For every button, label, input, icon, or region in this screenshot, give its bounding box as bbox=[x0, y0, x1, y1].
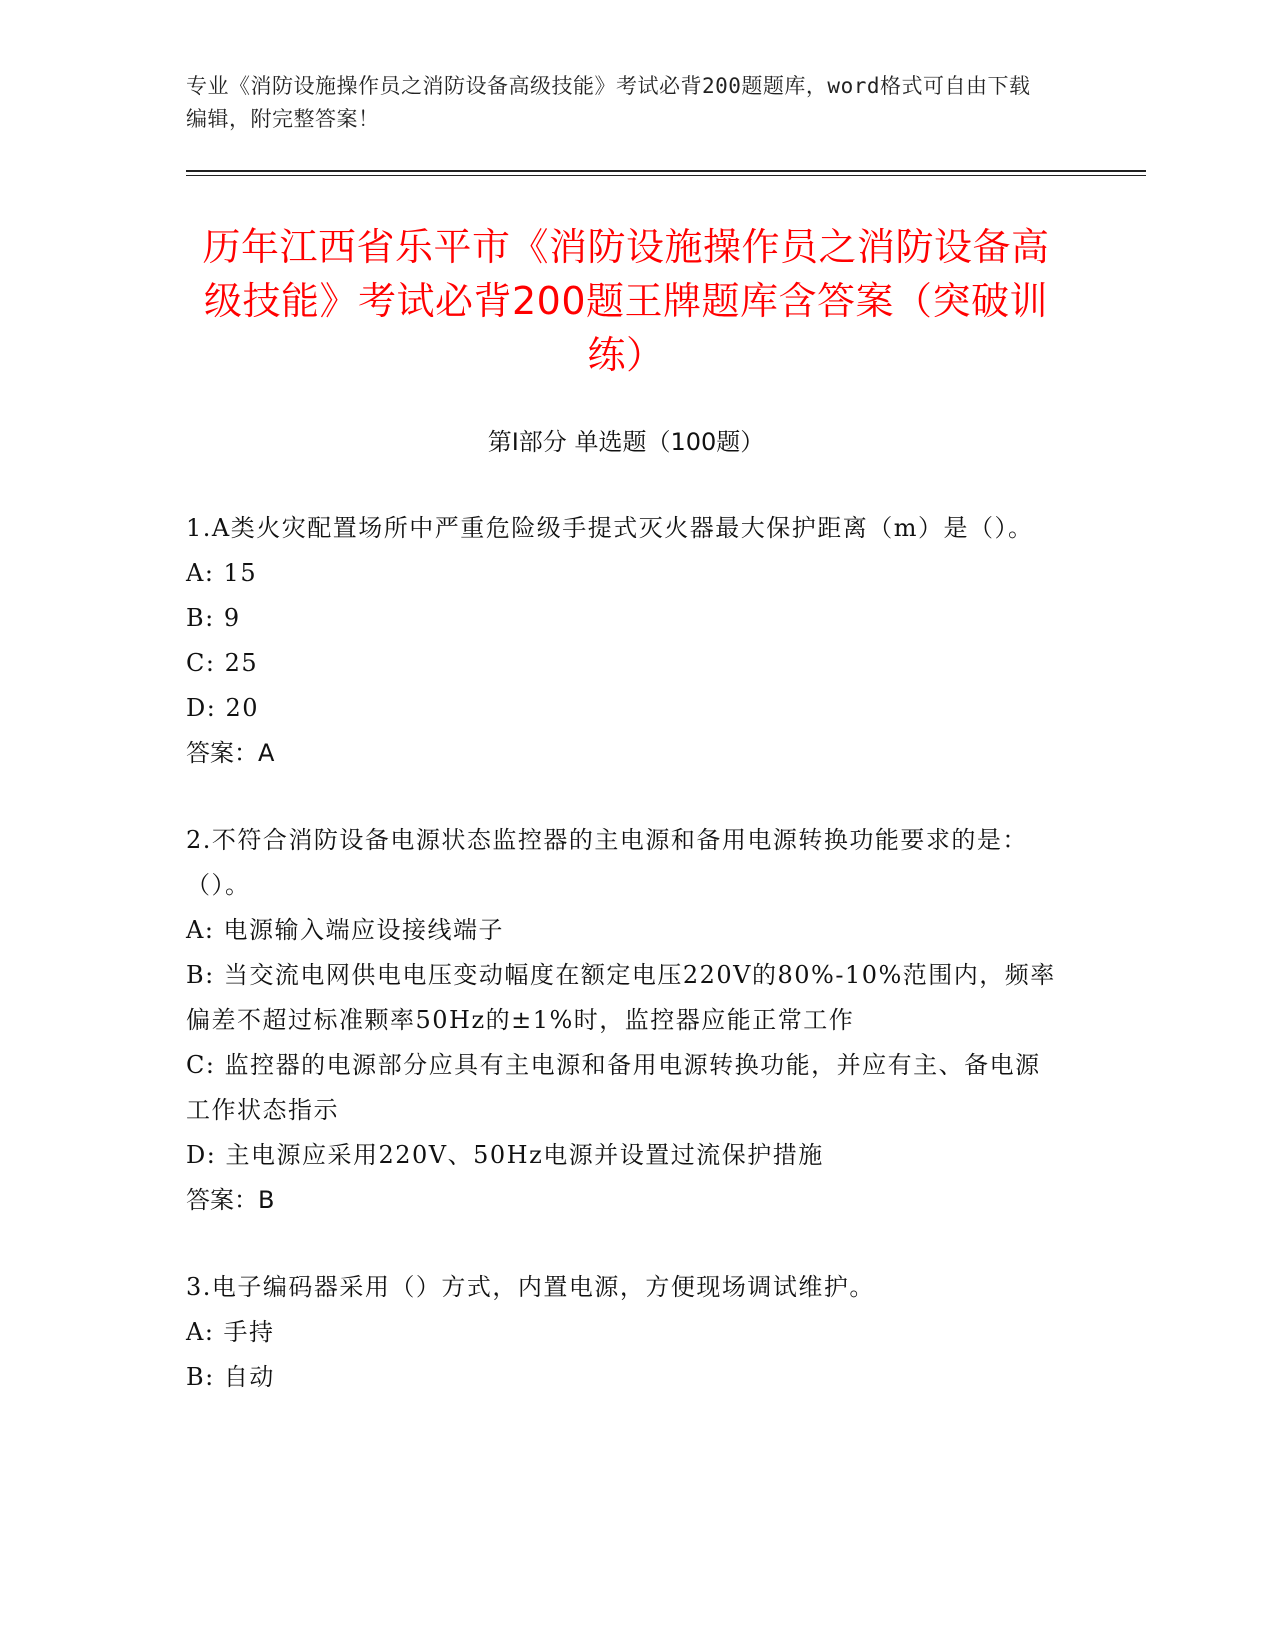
document-title: 历年江西省乐平市《消防设施操作员之消防设备高级技能》考试必背200题王牌题库含答案（突破训练） bbox=[202, 225, 1050, 377]
question-list bbox=[186, 506, 1146, 1400]
option-a: A: 15 bbox=[186, 559, 258, 587]
option-a: A: 手持 bbox=[186, 1318, 275, 1346]
document-page bbox=[186, 70, 1146, 1442]
option-c: C: 25 bbox=[186, 649, 259, 677]
question-2 bbox=[186, 818, 1146, 1223]
question-1 bbox=[186, 506, 1146, 776]
option-b: B: 当交流电网供电电压变动幅度在额定电压220V的80%-10%范围内，频率偏差不超过标准颗率50Hz的±1%时，监控器应能正常工作 bbox=[186, 961, 1056, 1034]
option-d: D: 20 bbox=[186, 694, 259, 722]
option-c: C: 监控器的电源部分应具有主电源和备用电源转换功能，并应有主、备电源工作状态指示 bbox=[186, 1051, 1041, 1124]
question-3 bbox=[186, 1265, 1146, 1400]
option-a: A: 电源输入端应设接线端子 bbox=[186, 916, 505, 944]
section-title: 第I部分 单选题（100题） bbox=[487, 428, 765, 456]
header-note: 专业《消防设施操作员之消防设备高级技能》考试必背200题题库，word格式可自由下载编辑，附完整答案！ bbox=[186, 74, 1031, 131]
question-text: 1.A类火灾配置场所中严重危险级手提式灭火器最大保护距离（m）是（）。 bbox=[186, 514, 1034, 542]
option-b: B: 9 bbox=[186, 604, 241, 632]
answer: 答案：B bbox=[186, 1186, 275, 1214]
question-text: 2.不符合消防设备电源状态监控器的主电源和备用电源转换功能要求的是：（）。 bbox=[186, 826, 1028, 899]
option-d: D: 主电源应采用220V、50Hz电源并设置过流保护措施 bbox=[186, 1141, 824, 1169]
header-divider bbox=[186, 170, 1146, 176]
answer: 答案：A bbox=[186, 739, 275, 767]
question-text: 3.电子编码器采用（）方式，内置电源，方便现场调试维护。 bbox=[186, 1273, 875, 1301]
option-b: B: 自动 bbox=[186, 1363, 275, 1391]
